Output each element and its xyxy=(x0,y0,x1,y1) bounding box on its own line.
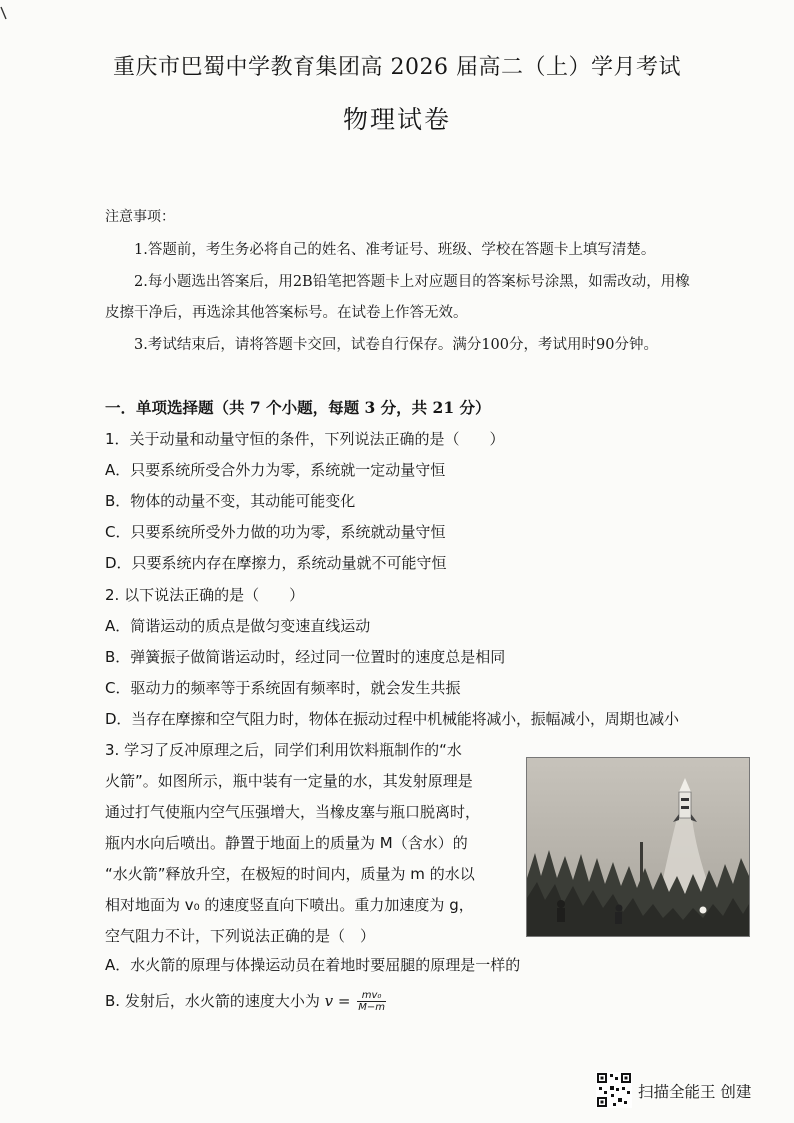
question-3-option-b xyxy=(105,990,386,1013)
question-2-option-c: C．驱动力的频率等于系统固有频率时，就会发生共振 xyxy=(105,679,461,697)
notice-item: 皮擦干净后，再选涂其他答案标号。在试卷上作答无效。 xyxy=(105,305,468,321)
exam-subtitle: 物理试卷 xyxy=(342,105,451,134)
question-3-line: 3. 学习了反冲原理之后，同学们利用饮料瓶制作的“水 xyxy=(105,741,462,759)
exam-title: 重庆市巴蜀中学教育集团高 2026 届高二（上）学月考试 xyxy=(113,55,681,80)
qr-code-icon xyxy=(596,1072,632,1108)
corner-mark xyxy=(0,6,8,20)
question-2-option-a: A．简谐运动的质点是做匀变速直线运动 xyxy=(105,617,371,635)
fraction-numerator: mv₀ xyxy=(357,990,386,1002)
section-title: 一．单项选择题（共 7 个小题，每题 3 分，共 21 分） xyxy=(105,398,491,417)
question-1-option-d: D．只要系统内存在摩擦力，系统动量就不可能守恒 xyxy=(105,554,447,572)
question-1-option-a: A．只要系统所受合外力为零，系统就一定动量守恒 xyxy=(105,461,446,479)
option-b-text: B. 发射后，水火箭的速度大小为 xyxy=(105,992,320,1010)
question-3-line: “水火箭”释放升空，在极短的时间内，质量为 m 的水以 xyxy=(105,865,475,883)
question-1-stem: 1．关于动量和动量守恒的条件，下列说法正确的是（ ） xyxy=(105,430,505,448)
velocity-symbol: v = xyxy=(324,992,351,1010)
velocity-fraction xyxy=(357,990,386,1013)
question-3-line: 瓶内水向后喷出。静置于地面上的质量为 M（含水）的 xyxy=(105,834,468,852)
scanner-watermark: 扫描全能王 创建 xyxy=(638,1083,752,1101)
notice-item: 2.每小题选出答案后，用2B铅笔把答题卡上对应题目的答案标号涂黑，如需改动，用橡 xyxy=(134,274,690,290)
question-3-line: 相对地面为 v₀ 的速度竖直向下喷出。重力加速度为 g， xyxy=(105,896,474,914)
question-2-stem: 2. 以下说法正确的是（ ） xyxy=(105,586,305,604)
question-2-option-b: B．弹簧振子做简谐运动时，经过同一位置时的速度总是相同 xyxy=(105,648,506,666)
fraction-denominator: M−m xyxy=(358,1002,385,1013)
water-rocket-illustration xyxy=(527,758,749,936)
water-rocket-photo xyxy=(526,757,750,937)
notice-item: 1.答题前，考生务必将自己的姓名、准考证号、班级、学校在答题卡上填写清楚。 xyxy=(134,242,656,258)
notice-heading: 注意事项： xyxy=(105,209,175,225)
question-3-line: 火箭”。如图所示，瓶中装有一定量的水，其发射原理是 xyxy=(105,772,473,790)
question-1-option-b: B．物体的动量不变，其动能可能变化 xyxy=(105,492,356,510)
question-2-option-d: D．当存在摩擦和空气阻力时，物体在振动过程中机械能将减小，振幅减小，周期也减小 xyxy=(105,710,679,728)
notice-item: 3.考试结束后，请将答题卡交回，试卷自行保存。满分100分，考试用时90分钟。 xyxy=(134,337,658,353)
question-1-option-c: C．只要系统所受外力做的功为零，系统就动量守恒 xyxy=(105,523,446,541)
question-3-line: 空气阻力不计，下列说法正确的是（ ） xyxy=(105,927,376,945)
question-3-line: 通过打气使瓶内空气压强增大，当橡皮塞与瓶口脱离时， xyxy=(105,803,481,821)
question-3-option-a: A．水火箭的原理与体操运动员在着地时要屈腿的原理是一样的 xyxy=(105,956,521,974)
